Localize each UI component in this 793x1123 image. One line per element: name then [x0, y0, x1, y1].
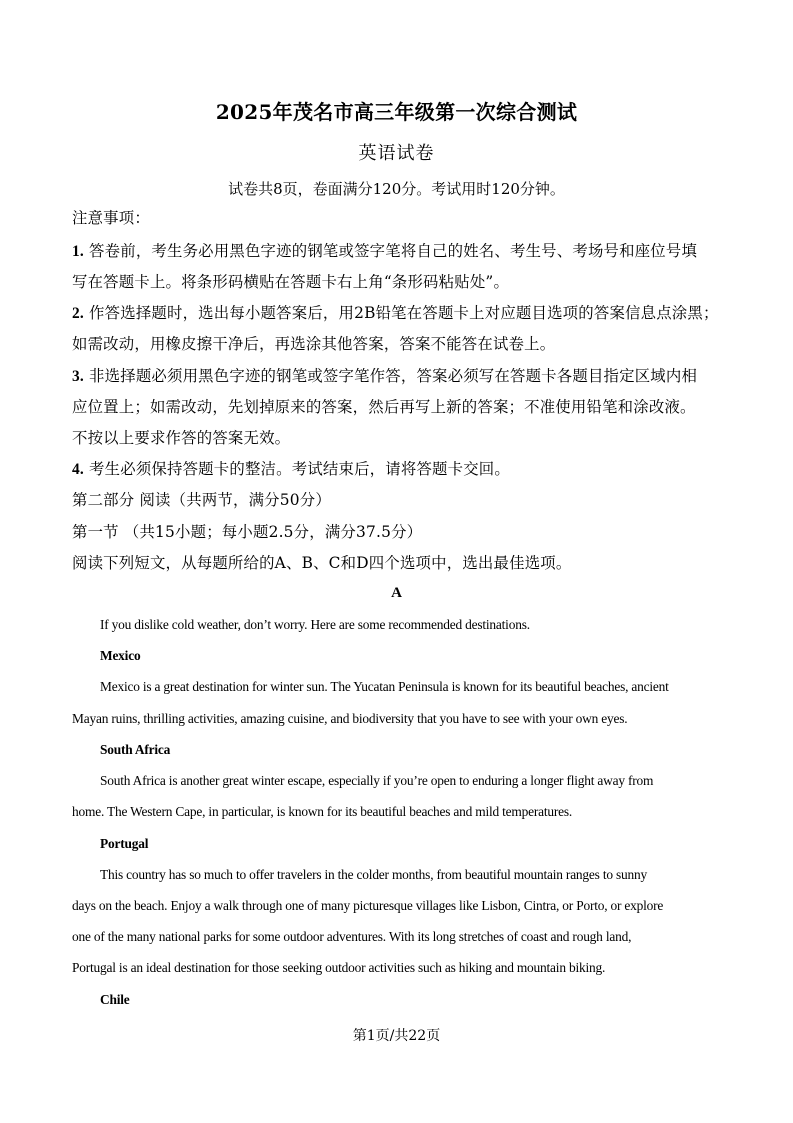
passage-letter: A [391, 585, 402, 601]
notice-item-4-line-1 [72, 459, 510, 480]
notice-item-2-line-2: 如需改动，用橡皮擦干净后，再选涂其他答案，答案不能答在试卷上。 [72, 335, 556, 353]
notice-item-2-number: 2. [72, 305, 84, 322]
notice-heading: 注意事项： [72, 209, 150, 227]
exam-subtitle: 英语试卷 [358, 143, 435, 164]
portugal-line-3: one of the many national parks for some outdoor adventures. With its long stretches of coast and rough land, [72, 929, 632, 944]
notice-item-3-number: 3. [72, 368, 84, 385]
notice-item-3-line-3: 不按以上要求作答的答案无效。 [72, 429, 291, 447]
notice-item-3-text: 非选择题必须用黑色字迹的钢笔或签字笔作答，答案必须写在答题卡各题目指定区域内相 [83, 367, 698, 385]
notice-item-1-text: 答卷前，考生务必用黑色字迹的钢笔或签字笔将自己的姓名、考生号、考场号和座位号填 [83, 242, 698, 260]
notice-item-3-line-1 [72, 366, 697, 387]
exam-title: 2025年茂名市高三年级第一次综合测试 [215, 100, 578, 124]
notice-item-2-text: 作答选择题时，选出每小题答案后，用2B铅笔在答题卡上对应题目选项的答案信息点涂黑； [83, 304, 719, 322]
destination-heading-portugal: Portugal [100, 836, 149, 851]
notice-item-2-line-1 [72, 303, 719, 324]
mexico-line-2: Mayan ruins, thrilling activities, amazing cuisine, and biodiversity that you have to see with your own eyes. [72, 711, 628, 726]
portugal-line-4: Portugal is an ideal destination for those seeking outdoor activities such as hiking and mountain biking. [72, 960, 606, 975]
south-africa-line-2: home. The Western Cape, in particular, is known for its beautiful beaches and mild temperatures. [72, 804, 573, 819]
section-title: 第一节 （共15小题；每小题2.5分，满分37.5分） [72, 523, 423, 541]
mexico-line-1: Mexico is a great destination for winter sun. The Yucatan Peninsula is known for its beautiful beaches, ancient [100, 679, 669, 694]
portugal-line-2: days on the beach. Enjoy a walk through one of many picturesque villages like Lisbon, Cintra, or Porto, or explore [72, 898, 664, 913]
portugal-line-1: This country has so much to offer travelers in the colder months, from beautiful mountain ranges to sunny [100, 867, 647, 882]
part-title: 第二部分 阅读（共两节，满分50分） [72, 491, 331, 509]
notice-item-4-text: 考生必须保持答题卡的整洁。考试结束后，请将答题卡交回。 [83, 460, 510, 478]
section-instruction: 阅读下列短文，从每题所给的A、B、C和D四个选项中，选出最佳选项。 [72, 554, 572, 572]
south-africa-line-1: South Africa is another great winter escape, especially if you’re open to enduring a longer flight away from [100, 773, 654, 788]
destination-heading-south-africa: South Africa [100, 742, 171, 757]
notice-item-1-line-2: 写在答题卡上。将条形码横贴在答题卡右上角“条形码粘贴处”。 [72, 273, 510, 291]
notice-item-1-line-1 [72, 241, 697, 262]
notice-item-3-line-2: 应位置上；如需改动，先划掉原来的答案，然后再写上新的答案；不准使用铅笔和涂改液。 [72, 398, 696, 416]
notice-item-4-number: 4. [72, 461, 84, 478]
notice-item-1-number: 1. [72, 243, 84, 260]
exam-meta: 试卷共8页，卷面满分120分。考试用时120分钟。 [228, 180, 565, 198]
page-number: 第1页/共22页 [352, 1028, 441, 1044]
destination-heading-chile: Chile [100, 992, 130, 1007]
passage-intro: If you dislike cold weather, don’t worry. Here are some recommended destinations. [100, 617, 530, 632]
destination-heading-mexico: Mexico [100, 648, 141, 663]
